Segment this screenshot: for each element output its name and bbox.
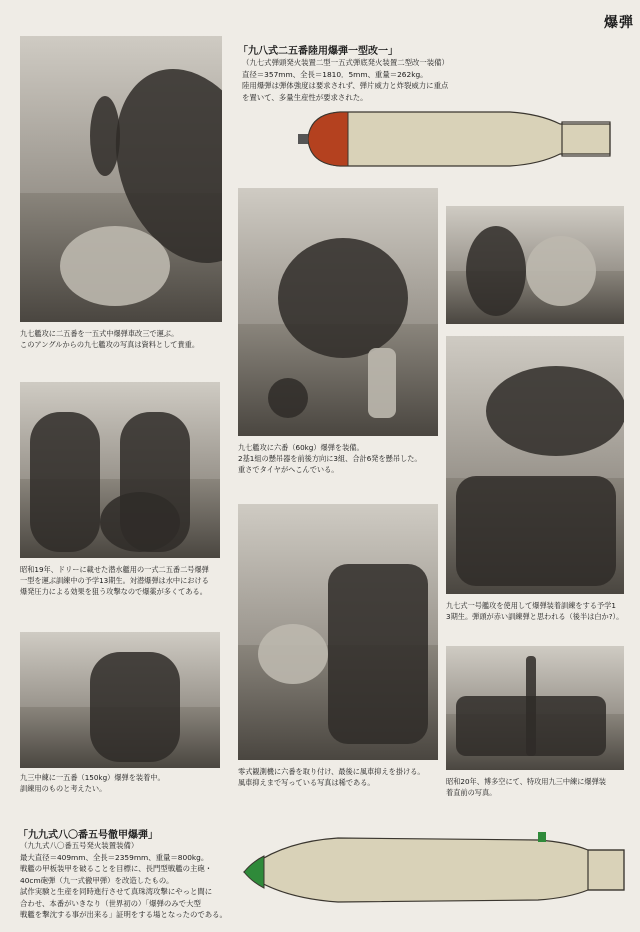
- caption-3: 昭和19年、ドリーに載せた潜水艦用の一式二五番二号爆弾 一型を運ぶ訓練中の予学13期生。対潜爆弾は水中における 爆発圧力による効果を狙う攻撃なので爆薬が多くてある。: [20, 565, 209, 596]
- bomb-bottom-illustration: [238, 826, 628, 906]
- section-tag: 爆弾: [604, 15, 634, 31]
- photo-cadets-with-dolly: [20, 382, 220, 558]
- caption-5: 九三中練に一五番（150kg）爆弾を装着中。 訓練用のものと考えたい。: [20, 773, 165, 793]
- caption-1: 九七艦攻に二五番を一五式中爆弾車改三で運ぶ。 このアングルからの九七艦攻の写真は資料として貴重。: [20, 329, 200, 349]
- photo-bomb-loading-crew: [446, 206, 624, 324]
- photo-loading-training: [446, 336, 624, 594]
- photo-type93-trainer: [20, 632, 220, 768]
- bomb-top-specs: （九七式弾頭発火装置二型一五式弾底発火装置二型改一装備） 直径＝357mm、全長＝1810．5mm、重量＝262kg。 陸用爆弾は弾体強度は要求されず、弾片威力と炸裂威力に重点 を置いて、多量生産性が要求された。: [242, 58, 449, 102]
- bomb-top-illustration: [290, 104, 630, 174]
- photo-zero-observation: [238, 504, 438, 760]
- photo-hakata-kamikaze: [446, 646, 624, 770]
- caption-2: 九七艦攻に六番（60kg）爆弾を装備。 2基1組の懸吊器を前後方向に3組、合計6発を懸吊した。 重さでタイヤがへこんでいる。: [238, 443, 422, 474]
- caption-6: 零式観測機に六番を取り付け、最後に風車抑えを掛ける。 風車抑えまで写っている写真は稀である。: [238, 767, 425, 787]
- bomb-bottom-title: 「九九式八〇番五号徹甲爆弾」: [18, 830, 158, 841]
- bomb-bottom-specs: （九九式八〇番五号発火装置装備） 最大直径＝409mm、全長＝2359mm、重量＝800kg。 戦艦の甲板装甲を破ることを目標に、長門型戦艦の主砲・ 40cm砲弾（九一式徹甲弾）を改造したもの。 試作実験と生産を同時進行させて真珠湾攻撃にやっと間に 合わせ、本番がいきなり（世界初の）「爆弾のみで大型 戦艦を撃沈する事が出来る」証明をする場となったのである。: [20, 841, 227, 919]
- photo-type97-with-6-bombs: [238, 188, 438, 436]
- caption-7: 昭和20年、博多空にて、特攻用九三中練に爆弾装 着直前の写真。: [446, 777, 606, 797]
- bomb-top-title: 「九八式二五番陸用爆弾一型改一」: [238, 46, 398, 57]
- photo-type97-bomb-cart: [20, 36, 222, 322]
- caption-4: 九七式一号艦攻を使用して爆弾装着訓練をする予学1 3期生。弾頭が赤い訓練弾と思われる（後半は白か?）。: [446, 601, 624, 621]
